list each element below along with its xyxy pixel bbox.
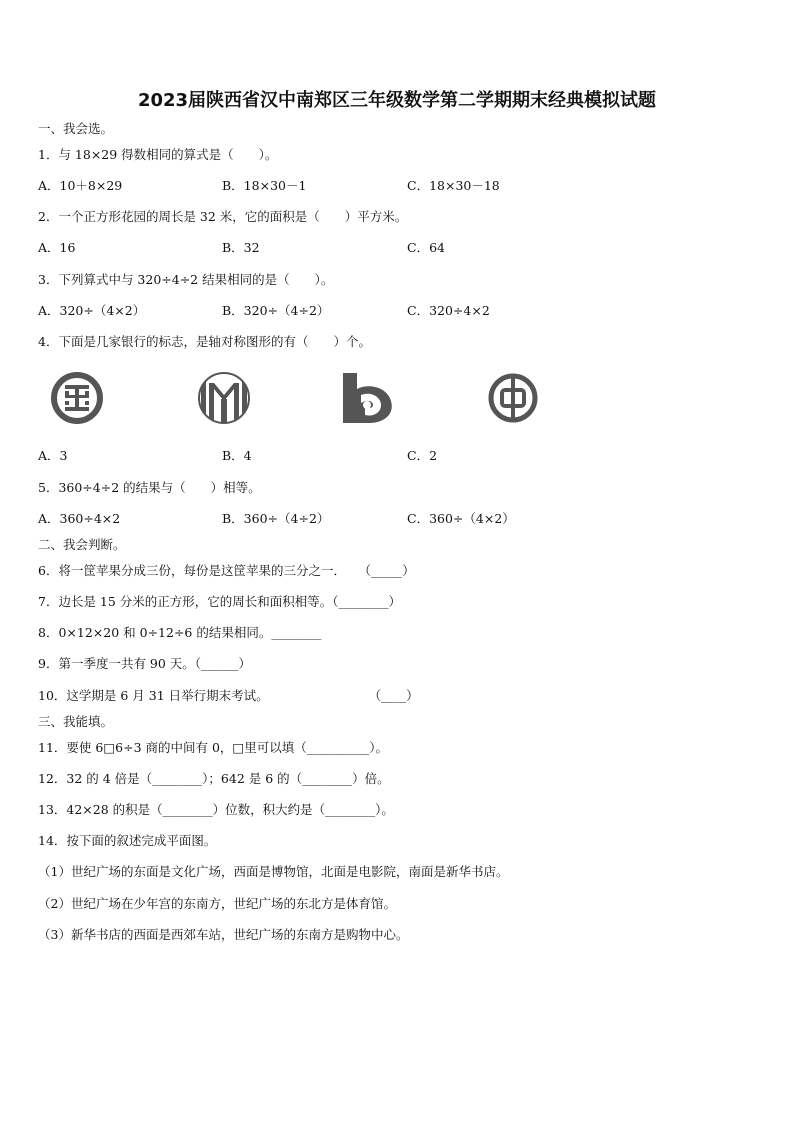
section-heading-1: 一、我会选。 xyxy=(38,121,114,136)
q2-option-a[interactable]: A．16 xyxy=(38,240,76,255)
question-8: 8．0×12×20 和 0÷12÷6 的结果相同。________ xyxy=(38,625,322,640)
q4-option-a[interactable]: A．3 xyxy=(38,448,68,463)
q3-option-b[interactable]: B．320÷（4÷2） xyxy=(222,303,330,318)
q5-option-b[interactable]: B．360÷（4÷2） xyxy=(222,511,330,526)
question-11: 11．要使 6□6÷3 商的中间有 0，□里可以填（__________）。 xyxy=(38,740,388,755)
question-14: 14．按下面的叙述完成平面图。 xyxy=(38,833,217,848)
q5-option-c[interactable]: C．360÷（4×2） xyxy=(407,511,515,526)
q4-option-b[interactable]: B．4 xyxy=(222,448,252,463)
question-7: 7．边长是 15 分米的正方形，它的周长和面积相等。（________） xyxy=(38,594,402,609)
bank-of-china-logo-icon xyxy=(484,371,542,425)
question-9: 9．第一季度一共有 90 天。（______） xyxy=(38,656,252,671)
q1-option-a[interactable]: A．10＋8×29 xyxy=(38,178,123,193)
q2-option-c[interactable]: C．64 xyxy=(407,240,445,255)
bank-of-communications-logo-icon xyxy=(339,371,397,425)
question-5: 5．360÷4÷2 的结果与（ ）相等。 xyxy=(38,480,261,495)
question-2: 2．一个正方形花园的周长是 32 米，它的面积是（ ）平方米。 xyxy=(38,209,408,224)
q1-option-c[interactable]: C．18×30－18 xyxy=(407,178,500,193)
question-4: 4．下面是几家银行的标志，是轴对称图形的有（ ）个。 xyxy=(38,334,371,349)
q2-option-b[interactable]: B．32 xyxy=(222,240,260,255)
question-14-item-2: （2）世纪广场在少年宫的东南方，世纪广场的东北方是体育馆。 xyxy=(38,896,396,911)
page-title: 2023届陕西省汉中南郑区三年级数学第二学期期末经典模拟试题 xyxy=(137,90,657,111)
section-heading-2: 二、我会判断。 xyxy=(38,537,126,552)
q5-option-a[interactable]: A．360÷4×2 xyxy=(38,511,121,526)
icbc-logo-icon xyxy=(48,371,106,425)
citic-logo-icon xyxy=(195,371,253,425)
section-heading-3: 三、我能填。 xyxy=(38,714,114,729)
q3-option-c[interactable]: C．320÷4×2 xyxy=(407,303,490,318)
question-14-item-3: （3）新华书店的西面是西郊车站，世纪广场的东南方是购物中心。 xyxy=(38,927,409,942)
question-1: 1．与 18×29 得数相同的算式是（ ）。 xyxy=(38,147,278,162)
question-10: 10．这学期是 6 月 31 日举行期末考试。 （____） xyxy=(38,688,419,703)
q1-option-b[interactable]: B．18×30－1 xyxy=(222,178,307,193)
question-14-item-1: （1）世纪广场的东面是文化广场，西面是博物馆，北面是电影院，南面是新华书店。 xyxy=(38,864,509,879)
q4-option-c[interactable]: C．2 xyxy=(407,448,438,463)
q3-option-a[interactable]: A．320÷（4×2） xyxy=(38,303,146,318)
question-3: 3．下列算式中与 320÷4÷2 结果相同的是（ ）。 xyxy=(38,272,334,287)
question-12: 12．32 的 4 倍是（________）；642 是 6 的（________）倍。 xyxy=(38,771,390,786)
question-6: 6．将一筐苹果分成三份，每份是这筐苹果的三分之一． （_____） xyxy=(38,563,415,578)
question-13: 13．42×28 的积是（________）位数，积大约是（________）。 xyxy=(38,802,394,817)
